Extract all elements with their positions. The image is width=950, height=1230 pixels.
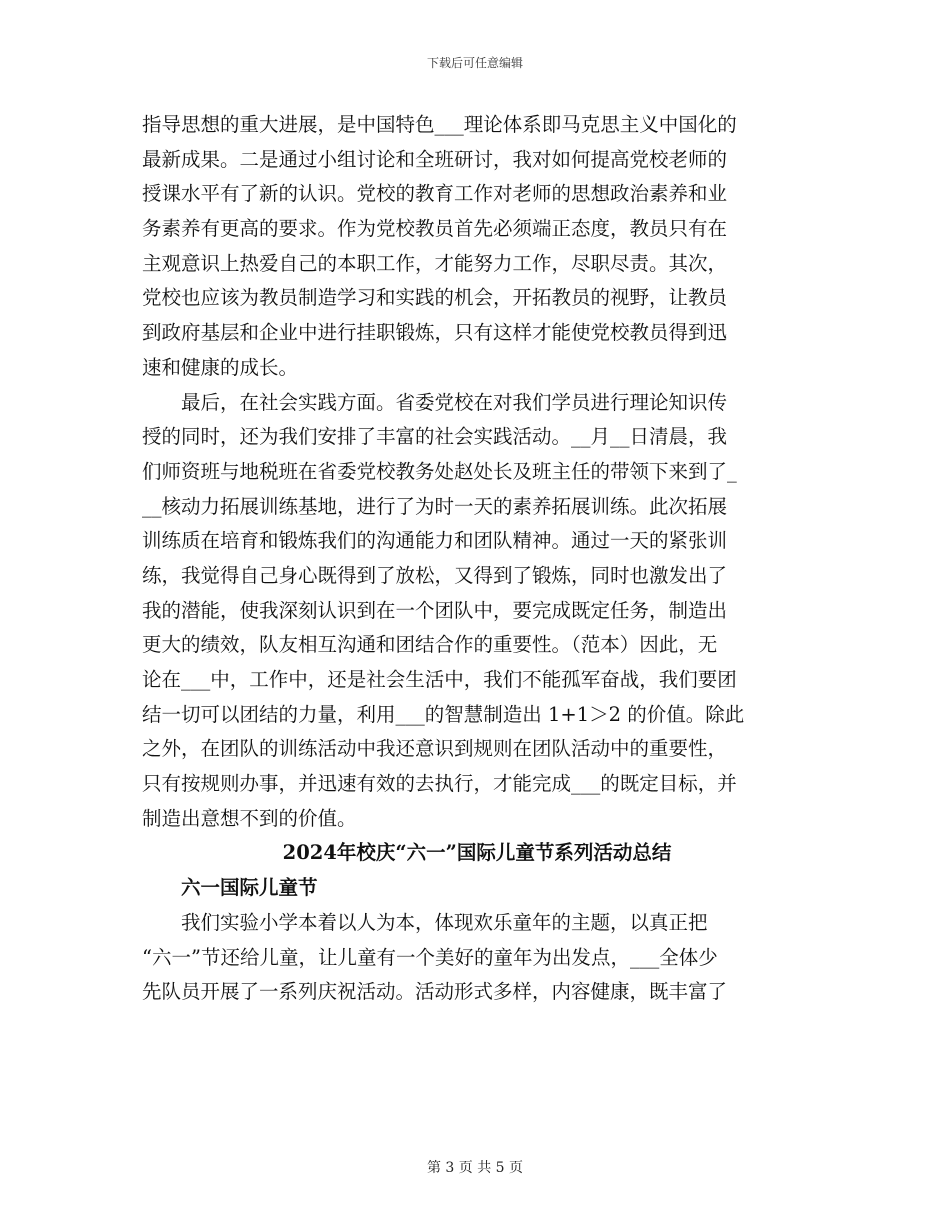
text-line: 授的同时，还为我们安排了丰富的社会实践活动。__月__日清晨，我 — [142, 425, 728, 449]
text-line: 务素养有更高的要求。作为党校教员首先必须端正态度，教员只有在 — [142, 217, 728, 241]
text-line: 论在___中，工作中，还是社会生活中，我们不能孤军奋战，我们要团 — [142, 668, 737, 691]
text-line: 练，我觉得自己身心既得到了放松，又得到了锻炼，同时也激发出了 — [142, 563, 728, 587]
text-line: 党校也应该为教员制造学习和实践的机会，开拓教员的视野，让教员 — [142, 286, 728, 310]
text-line: 们师资班与地税班在省委党校教务处赵处长及班主任的带领下来到了_ — [142, 459, 737, 483]
text-line: 到政府基层和企业中进行挂职锻炼，只有这样才能使党校教员得到迅 — [142, 321, 728, 345]
text-line: 我们实验小学本着以人为本，体现欢乐童年的主题，以真正把 — [142, 910, 708, 934]
section-subheading: 六一国际儿童节 — [142, 876, 318, 900]
text-line: 结一切可以团结的力量，利用___的智慧制造出 1+1＞2 的价值。除此 — [142, 702, 745, 726]
text-line: 我的潜能，使我深刻认识到在一个团队中，要完成既定任务，制造出 — [142, 598, 728, 622]
text-line: 指导思想的重大进展，是中国特色___理论体系即马克思主义中国化的 — [142, 113, 737, 136]
text-line: 更大的绩效，队友相互沟通和团结合作的重要性。（范本）因此，无 — [142, 633, 718, 657]
text-line: 之外，在团队的训练活动中我还意识到规则在团队活动中的重要性， — [142, 737, 728, 761]
text-line: 先队员开展了一系列庆祝活动。活动形式多样，内容健康，既丰富了 — [142, 980, 728, 1004]
page-footer: 第 3 页 共 5 页 — [426, 1160, 524, 1176]
text-line: 主观意识上热爱自己的本职工作，才能努力工作，尽职尽责。其次， — [142, 251, 728, 275]
text-line: 最新成果。二是通过小组讨论和全班研讨，我对如何提高党校老师的 — [142, 147, 728, 171]
text-line: __核动力拓展训练基地，进行了为时一天的素养拓展训练。此次拓展 — [142, 494, 728, 518]
text-line: “六一”节还给儿童，让儿童有一个美好的童年为出发点，___全体少 — [142, 945, 718, 969]
text-line: 训练质在培育和锻炼我们的沟通能力和团队精神。通过一天的紧张训 — [142, 529, 728, 553]
text-line: 速和健康的成长。 — [142, 355, 299, 379]
text-line: 只有按规则办事，并迅速有效的去执行，才能完成___的既定目标，并 — [142, 772, 737, 796]
text-line: 最后，在社会实践方面。省委党校在对我们学员进行理论知识传 — [142, 390, 728, 414]
document-body — [142, 108, 812, 1010]
page-header: 下载后可任意编辑 — [426, 56, 523, 70]
section-title: 2024年校庆“六一”国际儿童节系列活动总结 — [282, 841, 672, 865]
text-line: 制造出意想不到的价值。 — [142, 806, 357, 830]
text-line: 授课水平有了新的认识。党校的教育工作对老师的思想政治素养和业 — [142, 182, 728, 206]
